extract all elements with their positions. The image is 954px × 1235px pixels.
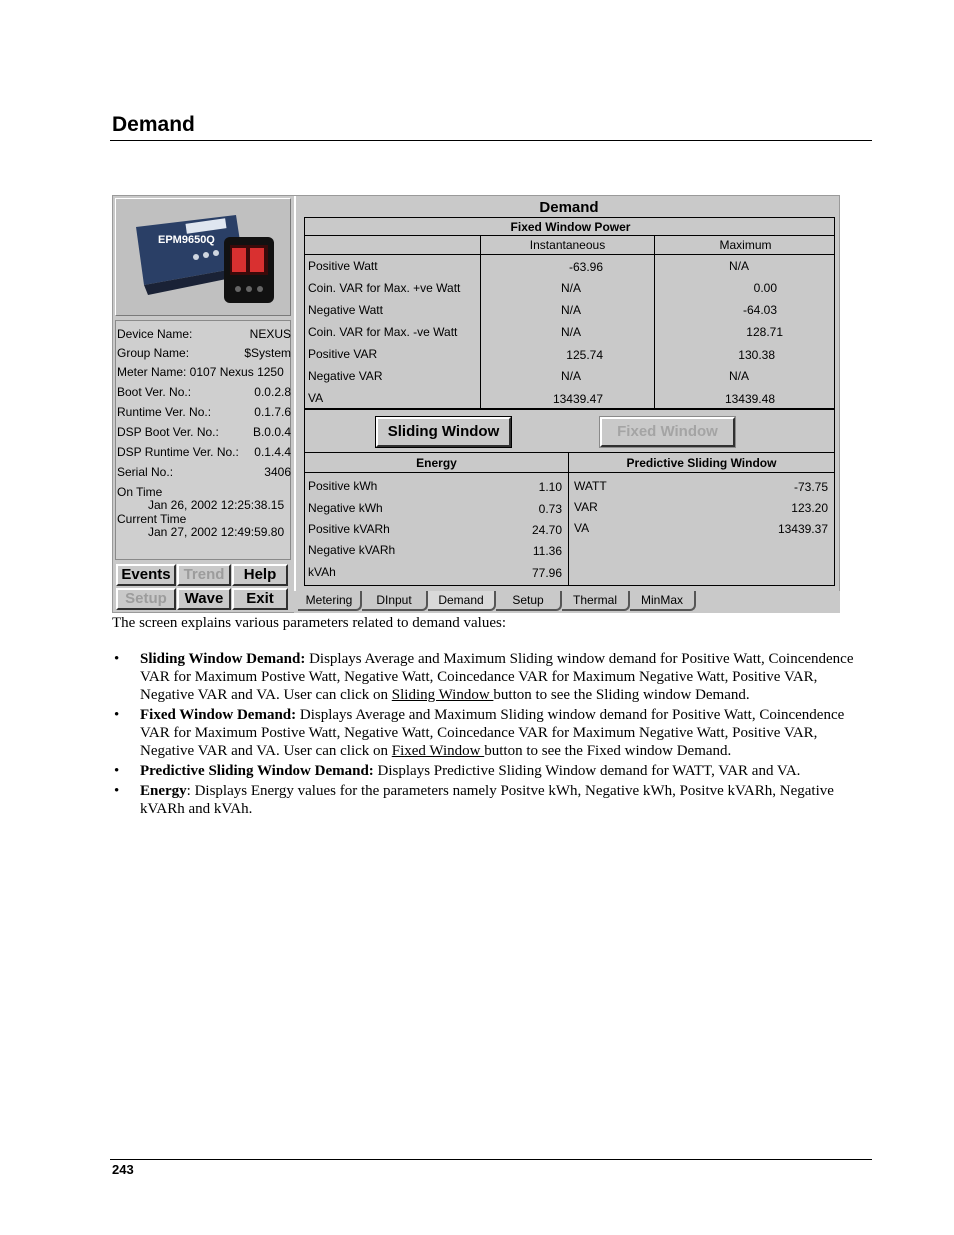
tab-metering[interactable]: Metering xyxy=(298,591,362,611)
bullet-icon: • xyxy=(114,651,120,667)
wave-button[interactable]: Wave xyxy=(177,588,231,610)
device-info xyxy=(115,320,291,560)
row-inst: 125.74 xyxy=(566,348,603,362)
row-label: Positive VAR xyxy=(308,347,378,361)
fixed-window-link[interactable]: Fixed Window xyxy=(391,743,485,759)
energy-value: 0.73 xyxy=(538,502,562,516)
energy-label: Negative kVARh xyxy=(308,543,396,557)
energy-value: 77.96 xyxy=(531,566,562,580)
tab-dinput[interactable]: DInput xyxy=(362,591,428,611)
row-max: 128.71 xyxy=(746,325,783,339)
info-row: Meter Name: 0107 Nexus 1250 xyxy=(117,365,284,379)
tab-demand[interactable]: Demand xyxy=(428,591,496,611)
sliding-window-link[interactable]: Sliding Window xyxy=(391,687,494,703)
sliding-window-button[interactable]: Sliding Window xyxy=(376,417,511,447)
row-inst: N/A xyxy=(560,303,581,317)
divider xyxy=(304,409,835,410)
list-item: • Predictive Sliding Window Demand: Displays Predictive Sliding Window demand for WATT, VAR and VA. xyxy=(114,763,801,779)
events-button[interactable]: Events xyxy=(116,564,176,586)
row-inst: N/A xyxy=(560,325,581,339)
energy-label: kVAh xyxy=(308,565,336,579)
list-item: • Fixed Window Demand: Displays Average and Maximum Sliding window demand for Positive Watt, Coincendence VAR for Maximum Postive Watt, Negative Watt, Coincedance VAR for Maximum Negative Watt, Positive VAR, Negative VAR and VA. User can click on Fixed Window button to see the Fixed window Demand. xyxy=(114,707,845,759)
row-inst: -63.96 xyxy=(568,260,603,274)
list-item: • Sliding Window Demand: Displays Average and Maximum Sliding window demand for Positive Watt, Coincendence VAR for Maximum Postive Watt, Negative Watt, Coincedance VAR for Maximum Negative Watt, Positive VAR, Negative VAR and VA. User can click on Sliding Window button to see the Sliding window Demand. xyxy=(114,651,854,703)
predictive-value: 123.20 xyxy=(791,501,828,515)
current-time-label: Current Time xyxy=(117,512,187,526)
fixed-window-button[interactable]: Fixed Window xyxy=(600,417,735,447)
demand-panel xyxy=(294,196,840,591)
energy-title: Energy xyxy=(416,456,457,470)
info-row: Serial No.: 3406 xyxy=(117,465,291,479)
row-max: 13439.48 xyxy=(724,392,775,406)
divider xyxy=(304,472,569,473)
row-inst: N/A xyxy=(560,369,581,383)
predictive-label: VA xyxy=(574,521,590,535)
row-max: 0.00 xyxy=(753,281,777,295)
device-image-box xyxy=(115,198,291,316)
predictive-value: 13439.37 xyxy=(777,522,828,536)
page-number: 243 xyxy=(112,1162,134,1177)
trend-button[interactable]: Trend xyxy=(177,564,231,586)
row-inst: 13439.47 xyxy=(552,392,603,406)
tab-setup[interactable]: Setup xyxy=(496,591,562,611)
exit-button[interactable]: Exit xyxy=(232,588,288,610)
device-brand-label: EPM9650Q xyxy=(158,234,215,246)
row-max: N/A xyxy=(728,259,749,273)
predictive-table xyxy=(568,452,835,586)
on-time-label: On Time xyxy=(117,485,163,499)
divider xyxy=(834,409,835,453)
fixed-window-title: Fixed Window Power xyxy=(510,220,631,234)
row-label: Negative Watt xyxy=(308,303,383,317)
energy-label: Positive kVARh xyxy=(308,522,390,536)
tab-minmax[interactable]: MinMax xyxy=(630,591,696,611)
divider xyxy=(304,409,305,453)
energy-value: 11.36 xyxy=(532,544,562,558)
divider xyxy=(568,472,835,473)
row-max: -64.03 xyxy=(742,303,777,317)
row-label: Coin. VAR for Max. -ve Watt xyxy=(308,325,458,339)
footer-divider xyxy=(110,1159,872,1160)
energy-label: Negative kWh xyxy=(308,501,383,515)
row-label: Coin. VAR for Max. +ve Watt xyxy=(308,281,461,295)
energy-label: Positive kWh xyxy=(308,479,378,493)
row-label: VA xyxy=(308,391,324,405)
tab-thermal[interactable]: Thermal xyxy=(562,591,630,611)
predictive-value: -73.75 xyxy=(793,480,828,494)
row-max: N/A xyxy=(728,369,749,383)
maximum-header: Maximum xyxy=(719,238,772,252)
instantaneous-header: Instantaneous xyxy=(529,238,606,252)
info-row: Runtime Ver. No.: 0.1.7.6 xyxy=(117,405,291,419)
demand-title: Demand xyxy=(539,199,599,216)
row-label: Negative VAR xyxy=(308,369,383,383)
bullet-icon: • xyxy=(114,783,120,799)
energy-value: 24.70 xyxy=(531,523,562,537)
info-row: Boot Ver. No.: 0.0.2.8 xyxy=(117,385,291,399)
bullet-list xyxy=(112,650,867,820)
bullet-icon: • xyxy=(114,707,120,723)
info-row: DSP Runtime Ver. No.: 0.1.4.4 xyxy=(117,445,291,459)
list-item: • Energy: Displays Energy values for the parameters namely Positve kWh, Negative kWh, Positve kVARh, Negative kVARh and kVAh. xyxy=(114,783,834,817)
fixed-window-table xyxy=(304,217,835,409)
energy-value: 1.10 xyxy=(538,480,562,494)
device-panel xyxy=(113,196,293,614)
predictive-label: WATT xyxy=(574,479,607,493)
demand-screenshot xyxy=(112,195,840,613)
row-label: Positive Watt xyxy=(308,259,378,273)
on-time-value: Jan 26, 2002 12:25:38.15 xyxy=(148,498,285,512)
current-time-value: Jan 27, 2002 12:49:59.80 xyxy=(148,525,285,539)
energy-table xyxy=(304,452,569,586)
info-row: Device Name: NEXUS xyxy=(117,327,291,341)
row-max: 130.38 xyxy=(738,348,775,362)
divider xyxy=(304,254,835,255)
divider xyxy=(304,235,835,236)
info-row: Group Name: $System xyxy=(117,346,291,360)
predictive-label: VAR xyxy=(574,500,598,514)
help-button[interactable]: Help xyxy=(232,564,288,586)
predictive-title: Predictive Sliding Window xyxy=(626,456,777,470)
row-inst: N/A xyxy=(560,281,581,295)
tab-bar xyxy=(294,591,840,613)
title-divider xyxy=(110,140,872,141)
caption: The screen explains various parameters related to demand values: xyxy=(112,615,507,631)
meter-device-icon xyxy=(126,207,286,307)
bullet-icon: • xyxy=(114,763,120,779)
setup-button[interactable]: Setup xyxy=(116,588,176,610)
info-row: DSP Boot Ver. No.: B.0.0.4 xyxy=(117,425,291,439)
page-title: Demand xyxy=(112,113,195,136)
